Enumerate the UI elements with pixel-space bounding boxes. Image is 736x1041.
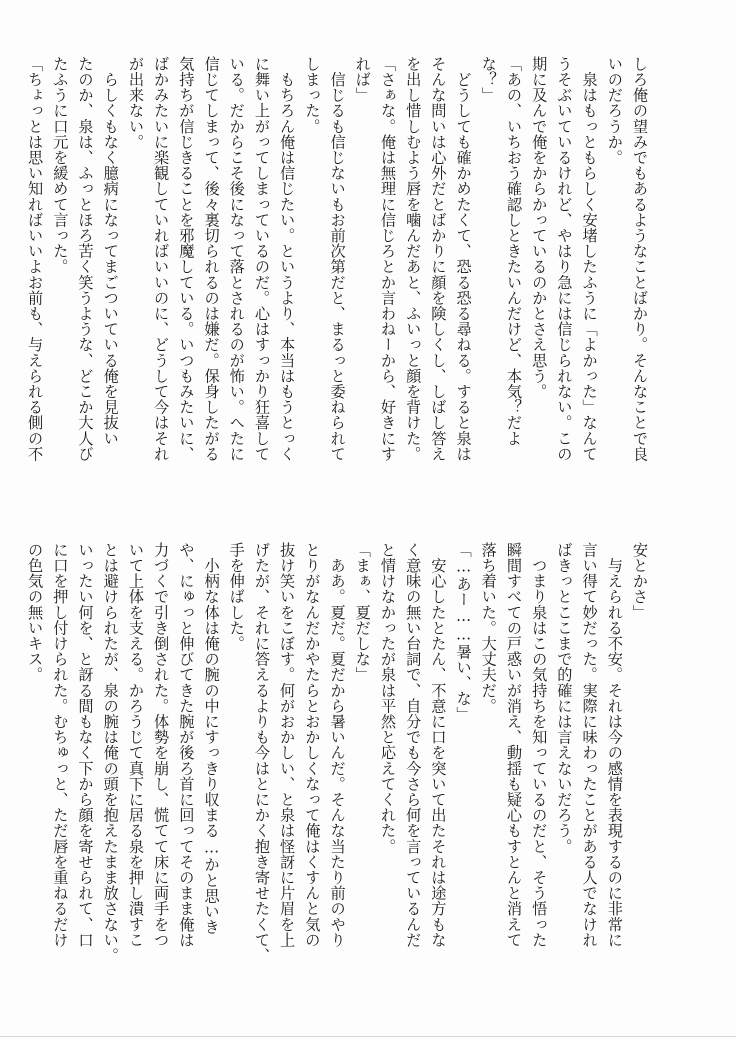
- text-line: 小柄な体は俺の腕の中にすっきり収まる…かと思いき: [202, 542, 221, 935]
- text-line: 「あの、いちおう確認しときたいんだけど、本気？だよ: [504, 56, 523, 446]
- text-line: な？」: [479, 56, 498, 103]
- text-line: 「…あー……暑い、な」: [454, 542, 473, 722]
- text-line: しろ俺の望みでもあるようなことばかり。そんなことで良: [631, 56, 649, 462]
- text-line: 力づくで引き倒された。体勢を崩し、慌てて床に両手をつ: [152, 542, 171, 948]
- text-line: とは避けられたが、泉の腕は俺の頭を抱えたまま放さない。: [101, 542, 120, 964]
- text-line: 気持ちが信じきることを邪魔している。いつもみたいに、: [177, 56, 196, 462]
- text-line: 与えられる不安。それは今の感情を表現するのに非常に: [605, 542, 624, 948]
- text-line: いのだろうか。: [605, 56, 624, 166]
- text-line: 手を伸ばした。: [227, 542, 246, 652]
- text-line: れば」: [353, 56, 372, 103]
- text-line: 「ちょっとは思い知ればいいよお前も、与えられる側の不: [26, 56, 45, 462]
- text-line: 安心したとたん、不意に口を突いて出たそれは途方もな: [429, 542, 448, 948]
- text-line: に口を押し付けられた。むちゅっと、ただ唇を重ねるだけ: [51, 542, 70, 948]
- text-line: 期に及んで俺をからかっているのかとさえ思う。: [530, 56, 549, 400]
- bottom-text-block: [26, 542, 652, 972]
- text-line: 言い得て妙だった。実際に味わったことがある人でなけれ: [580, 542, 599, 948]
- text-line: そんな問いは心外だとばかりに顔を険しくし、しばし答え: [429, 56, 448, 462]
- text-line: たのか、泉は、ふっとほろ苦く笑うような、どこか大人び: [76, 56, 95, 462]
- text-line: ばきっとここまで的確には言えないだろう。: [555, 542, 574, 854]
- top-text-block: [26, 56, 652, 492]
- text-line: 信じるも信じないもお前次第だと、まるっと委ねられて: [328, 56, 347, 462]
- page-bottom-edge: [0, 1036, 736, 1037]
- text-line: げたが、それに答えるよりも今はとにかく抱き寄せたくて、: [252, 542, 271, 964]
- text-line: いったい何を、と訝る間もなく下から顔を寄せられて、口: [76, 542, 95, 948]
- text-line: たふうに口元を緩めて言った。: [51, 56, 70, 275]
- text-line: に舞い上がってしまっているのだ。心はすっかり狂喜して: [252, 56, 271, 462]
- text-line: いる。だからこそ後になって落とされるのが怖い。へたに: [227, 56, 246, 462]
- text-line: 落ち着いた。大丈夫だ。: [479, 542, 498, 714]
- text-line: が出来ない。: [126, 56, 145, 150]
- text-line: ばかみたいに楽観していればいいのに、どうして今はそれ: [152, 56, 171, 462]
- text-line: 「まぁ、夏だしな」: [353, 542, 372, 683]
- text-line: どうしても確かめたくて、恐る恐る尋ねる。すると泉は: [454, 56, 473, 462]
- text-line: や、にゅっと伸びてきた腕が後ろ首に回ってそのまま俺は: [177, 542, 196, 948]
- text-line: 抜け笑いをこぼす。何がおかしい、と泉は怪訝に片眉を上: [278, 542, 297, 948]
- text-line: うそぶいているけれど、やはり急には信じられない。この: [555, 56, 574, 462]
- text-line: 「さぁな。俺は無理に信じろとか言わねーから、好きにす: [378, 56, 397, 462]
- text-line: 瞬間すべての戸惑いが消え、動揺も疑心もすとんと消えて: [504, 542, 523, 948]
- text-line: 安とかさ」: [631, 542, 649, 620]
- text-line: 泉はもっともらしく安堵したふうに「よかった」なんて: [580, 56, 599, 462]
- text-line: つまり泉はこの気持ちを知っているのだと、そう悟った: [530, 542, 549, 948]
- text-line: らしくもなく臆病になってまごついている俺を見抜い: [101, 56, 120, 446]
- text-line: と情けなかったが泉は平然と応えてくれた。: [378, 542, 397, 854]
- text-line: く意味の無い台詞で、自分でも今さら何を言っているんだ: [404, 542, 423, 948]
- text-line: 信じてしまって、後々裏切られるのは嫌だ。保身したがる: [202, 56, 221, 462]
- text-line: ああ。夏だ。夏だから暑いんだ。そんな当たり前のやり: [328, 542, 347, 948]
- text-line: いて上体を支える。かろうじて真下に居る泉を押し潰すこ: [126, 542, 145, 948]
- text-line: とりがなんだかやたらとおかしくなって俺はくすんと気の: [303, 542, 322, 948]
- text-line: を出し惜しむよう唇を噛んだあと、ふいっと顔を背けた。: [404, 56, 423, 462]
- text-line: もちろん俺は信じたい。というより、本当はもうとっく: [278, 56, 297, 462]
- text-line: しまった。: [303, 56, 322, 134]
- text-line: の色気の無いキス。: [26, 542, 45, 683]
